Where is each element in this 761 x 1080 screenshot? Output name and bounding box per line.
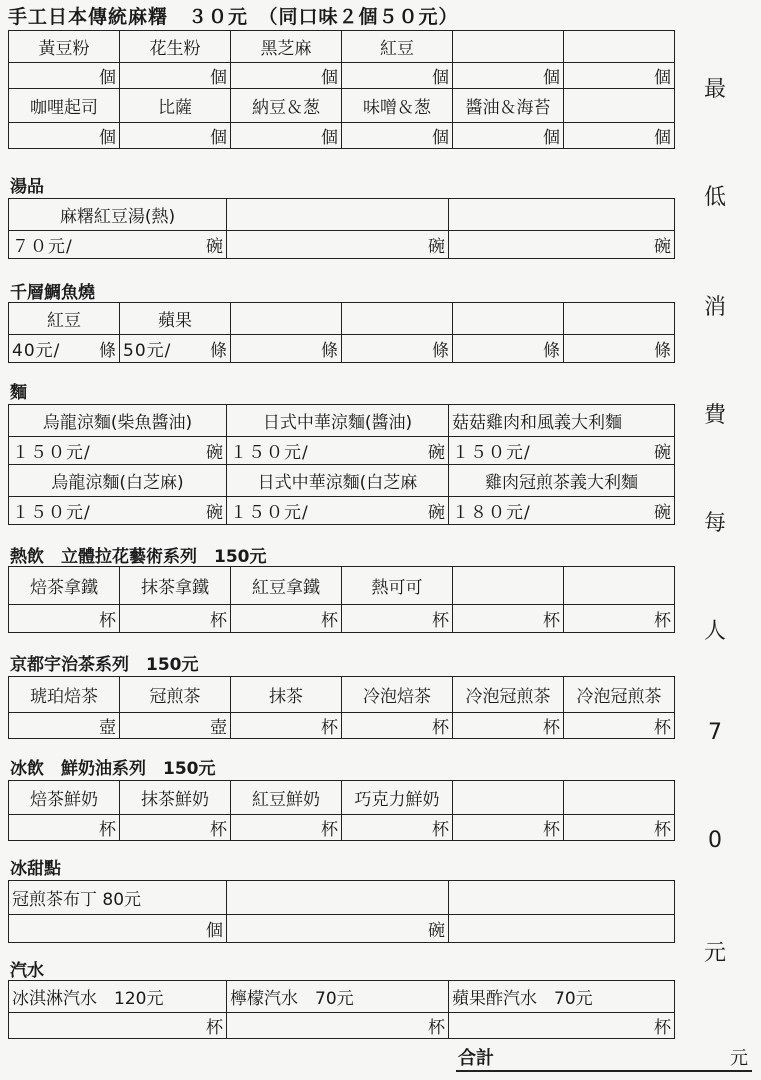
- min-charge-char: 元: [703, 941, 726, 966]
- soup-table: [8, 198, 675, 259]
- qty-cell[interactable]: [120, 605, 231, 633]
- unit-label: 杯: [321, 820, 338, 840]
- item-name: 紅豆: [342, 31, 453, 63]
- mochi-table: [8, 30, 675, 149]
- qty-cell[interactable]: [227, 915, 449, 943]
- section-title: 冰甜點: [10, 859, 61, 879]
- taiyaki-table: [8, 302, 675, 363]
- qty-cell[interactable]: [9, 63, 120, 89]
- qty-cell[interactable]: [9, 335, 120, 363]
- item-name: 檸檬汽水 70元: [227, 981, 449, 1013]
- price-label: １８０元/: [452, 503, 531, 523]
- price-label: １５０元/: [452, 443, 531, 463]
- total-currency: 元: [730, 1048, 748, 1069]
- item-name: [564, 781, 675, 815]
- unit-label: 杯: [543, 820, 560, 840]
- price-label: １５０元/: [12, 503, 91, 523]
- unit-label: 杯: [210, 611, 227, 631]
- item-name: 冠煎茶布丁 80元: [9, 881, 227, 915]
- noodles-table: [8, 404, 675, 525]
- unit-label: 杯: [543, 611, 560, 631]
- item-name: 日式中華涼麵(白芝麻: [227, 465, 449, 497]
- qty-cell[interactable]: [564, 123, 675, 149]
- min-charge-char: 7: [708, 720, 722, 745]
- item-name: 紅豆鮮奶: [231, 781, 342, 815]
- unit-label: 杯: [654, 611, 671, 631]
- unit-label: 條: [654, 341, 671, 361]
- item-name: 味噌＆葱: [342, 89, 453, 123]
- unit-label: 條: [432, 341, 449, 361]
- qty-cell[interactable]: [9, 1013, 227, 1039]
- unit-label: 碗: [428, 503, 445, 523]
- item-name: 黃豆粉: [9, 31, 120, 63]
- qty-cell[interactable]: [564, 605, 675, 633]
- unit-label: 個: [543, 68, 560, 88]
- qty-cell[interactable]: [453, 335, 564, 363]
- uji-tea-table: [8, 676, 675, 739]
- qty-cell[interactable]: [453, 713, 564, 739]
- item-name: [449, 881, 675, 915]
- unit-label: 個: [210, 68, 227, 88]
- qty-cell[interactable]: [9, 437, 227, 465]
- qty-cell[interactable]: [120, 63, 231, 89]
- price-label: 50元/: [123, 341, 172, 361]
- min-charge-char: 0: [708, 828, 722, 853]
- qty-cell[interactable]: [120, 713, 231, 739]
- section-title: 湯品: [10, 177, 44, 197]
- min-charge-char: 消: [703, 295, 726, 320]
- qty-cell[interactable]: [453, 63, 564, 89]
- item-name: 冷泡焙茶: [342, 677, 453, 713]
- unit-label: 杯: [654, 1018, 671, 1038]
- unit-label: 碗: [206, 503, 223, 523]
- qty-cell[interactable]: [564, 335, 675, 363]
- item-name: [342, 303, 453, 335]
- price-label: 40元/: [12, 341, 61, 361]
- item-name: 雞肉冠煎茶義大利麵: [449, 465, 675, 497]
- item-name: 菇菇雞肉和風義大利麵: [449, 405, 675, 437]
- qty-cell[interactable]: [231, 123, 342, 149]
- item-name: [449, 199, 675, 231]
- section-title: 千層鯛魚燒: [10, 283, 95, 303]
- section-title: 麵: [10, 383, 27, 403]
- qty-cell[interactable]: [453, 605, 564, 633]
- qty-cell[interactable]: [231, 335, 342, 363]
- qty-cell[interactable]: [564, 815, 675, 841]
- min-charge-char: 每: [703, 511, 726, 536]
- item-name: [231, 303, 342, 335]
- item-name: 納豆＆葱: [231, 89, 342, 123]
- item-name: 日式中華涼麵(醬油): [227, 405, 449, 437]
- total-label: 合計: [458, 1048, 494, 1069]
- unit-label: 杯: [654, 718, 671, 738]
- unit-label: 碗: [428, 921, 445, 941]
- item-name: 冷泡冠煎茶: [564, 677, 675, 713]
- iced-drinks-table: [8, 780, 675, 841]
- unit-label: 碗: [654, 237, 671, 257]
- unit-label: 條: [321, 341, 338, 361]
- qty-cell[interactable]: [120, 335, 231, 363]
- qty-cell[interactable]: [449, 231, 675, 259]
- unit-label: 杯: [432, 611, 449, 631]
- qty-cell[interactable]: [342, 815, 453, 841]
- unit-label: 碗: [654, 443, 671, 463]
- qty-cell[interactable]: [449, 1013, 675, 1039]
- unit-label: 碗: [428, 237, 445, 257]
- unit-label: 杯: [654, 820, 671, 840]
- qty-cell[interactable]: [564, 713, 675, 739]
- unit-label: 個: [210, 128, 227, 148]
- unit-label: 杯: [432, 718, 449, 738]
- min-charge-char: 費: [703, 403, 726, 428]
- item-name: [564, 303, 675, 335]
- unit-label: 條: [543, 341, 560, 361]
- price-label: １５０元/: [230, 443, 309, 463]
- hot-drinks-table: [8, 566, 675, 633]
- item-name: [227, 881, 449, 915]
- iced-dessert-table: [8, 880, 675, 943]
- qty-cell[interactable]: [227, 437, 449, 465]
- item-name: 烏龍涼麵(柴魚醬油): [9, 405, 227, 437]
- unit-label: 條: [99, 341, 116, 361]
- item-name: [453, 31, 564, 63]
- qty-cell[interactable]: [453, 123, 564, 149]
- unit-label: 碗: [428, 443, 445, 463]
- section-title: 汽水: [10, 961, 44, 981]
- qty-cell[interactable]: [231, 815, 342, 841]
- qty-cell[interactable]: [227, 231, 449, 259]
- item-name: 醬油＆海苔: [453, 89, 564, 123]
- unit-label: 杯: [543, 718, 560, 738]
- qty-cell[interactable]: [9, 497, 227, 525]
- qty-cell[interactable]: [449, 497, 675, 525]
- total-field[interactable]: [456, 1042, 752, 1072]
- qty-cell[interactable]: [453, 815, 564, 841]
- price-label: １５０元/: [230, 503, 309, 523]
- unit-label: 杯: [206, 1018, 223, 1038]
- item-name: [564, 89, 675, 123]
- item-name: 冷泡冠煎茶: [453, 677, 564, 713]
- min-charge-char: 低: [703, 185, 726, 210]
- item-name: 抹茶: [231, 677, 342, 713]
- unit-label: 個: [99, 128, 116, 148]
- unit-label: 杯: [321, 718, 338, 738]
- qty-cell[interactable]: [9, 815, 120, 841]
- unit-label: 個: [99, 68, 116, 88]
- unit-label: 杯: [99, 820, 116, 840]
- unit-label: 壺: [99, 718, 116, 738]
- item-name: 抹茶鮮奶: [120, 781, 231, 815]
- item-name: 黑芝麻: [231, 31, 342, 63]
- unit-label: 個: [206, 921, 223, 941]
- qty-cell[interactable]: [231, 605, 342, 633]
- item-name: [453, 567, 564, 605]
- item-name: 琥珀焙茶: [9, 677, 120, 713]
- price-label: １５０元/: [12, 443, 91, 463]
- item-name: 烏龍涼麵(白芝麻): [9, 465, 227, 497]
- item-name: 焙茶鮮奶: [9, 781, 120, 815]
- qty-cell[interactable]: [9, 605, 120, 633]
- min-charge-char: 人: [703, 619, 726, 644]
- item-name: [564, 567, 675, 605]
- unit-label: 個: [321, 128, 338, 148]
- item-name: 比薩: [120, 89, 231, 123]
- qty-cell[interactable]: [564, 63, 675, 89]
- min-charge-char: 最: [703, 77, 726, 102]
- unit-label: 杯: [210, 820, 227, 840]
- qty-cell[interactable]: [9, 123, 120, 149]
- unit-label: 杯: [99, 611, 116, 631]
- section-title: 冰飲 鮮奶油系列 150元: [10, 759, 216, 779]
- qty-cell[interactable]: [120, 815, 231, 841]
- section-title: 熱飲 立體拉花藝術系列 150元: [10, 547, 267, 567]
- item-name: 蘋果酢汽水 70元: [449, 981, 675, 1013]
- qty-cell[interactable]: [9, 915, 227, 943]
- soda-table: [8, 980, 675, 1039]
- item-name: [453, 303, 564, 335]
- qty-cell[interactable]: [227, 497, 449, 525]
- item-name: 冠煎茶: [120, 677, 231, 713]
- qty-cell[interactable]: [449, 915, 675, 943]
- qty-cell[interactable]: [342, 713, 453, 739]
- unit-label: 杯: [432, 820, 449, 840]
- qty-cell[interactable]: [342, 63, 453, 89]
- qty-cell[interactable]: [342, 605, 453, 633]
- item-name: 熱可可: [342, 567, 453, 605]
- price-label: ７０元/: [12, 237, 73, 257]
- item-name: 紅豆拿鐵: [231, 567, 342, 605]
- unit-label: 個: [432, 68, 449, 88]
- unit-label: 碗: [206, 237, 223, 257]
- item-name: 冰淇淋汽水 120元: [9, 981, 227, 1013]
- item-name: [453, 781, 564, 815]
- unit-label: 個: [654, 68, 671, 88]
- qty-cell[interactable]: [231, 63, 342, 89]
- item-name: 咖哩起司: [9, 89, 120, 123]
- unit-label: 杯: [428, 1018, 445, 1038]
- unit-label: 條: [210, 341, 227, 361]
- qty-cell[interactable]: [120, 123, 231, 149]
- item-name: [564, 31, 675, 63]
- unit-label: 個: [654, 128, 671, 148]
- qty-cell[interactable]: [227, 1013, 449, 1039]
- page-title: 手工日本傳統麻糬 ３０元 （同口味２個５０元）: [8, 6, 459, 28]
- qty-cell[interactable]: [449, 437, 675, 465]
- item-name: 抹茶拿鐵: [120, 567, 231, 605]
- unit-label: 個: [543, 128, 560, 148]
- item-name: 花生粉: [120, 31, 231, 63]
- qty-cell[interactable]: [342, 335, 453, 363]
- item-name: 巧克力鮮奶: [342, 781, 453, 815]
- item-name: 紅豆: [9, 303, 120, 335]
- item-name: [227, 199, 449, 231]
- unit-label: 碗: [206, 443, 223, 463]
- qty-cell[interactable]: [9, 231, 227, 259]
- section-title: 京都宇治茶系列 150元: [10, 655, 199, 675]
- unit-label: 碗: [654, 503, 671, 523]
- qty-cell[interactable]: [231, 713, 342, 739]
- unit-label: 壺: [210, 718, 227, 738]
- qty-cell[interactable]: [342, 123, 453, 149]
- item-name: 焙茶拿鐵: [9, 567, 120, 605]
- unit-label: 個: [432, 128, 449, 148]
- unit-label: 杯: [321, 611, 338, 631]
- qty-cell[interactable]: [9, 713, 120, 739]
- item-name: 麻糬紅豆湯(熱): [9, 199, 227, 231]
- item-name: 蘋果: [120, 303, 231, 335]
- unit-label: 個: [321, 68, 338, 88]
